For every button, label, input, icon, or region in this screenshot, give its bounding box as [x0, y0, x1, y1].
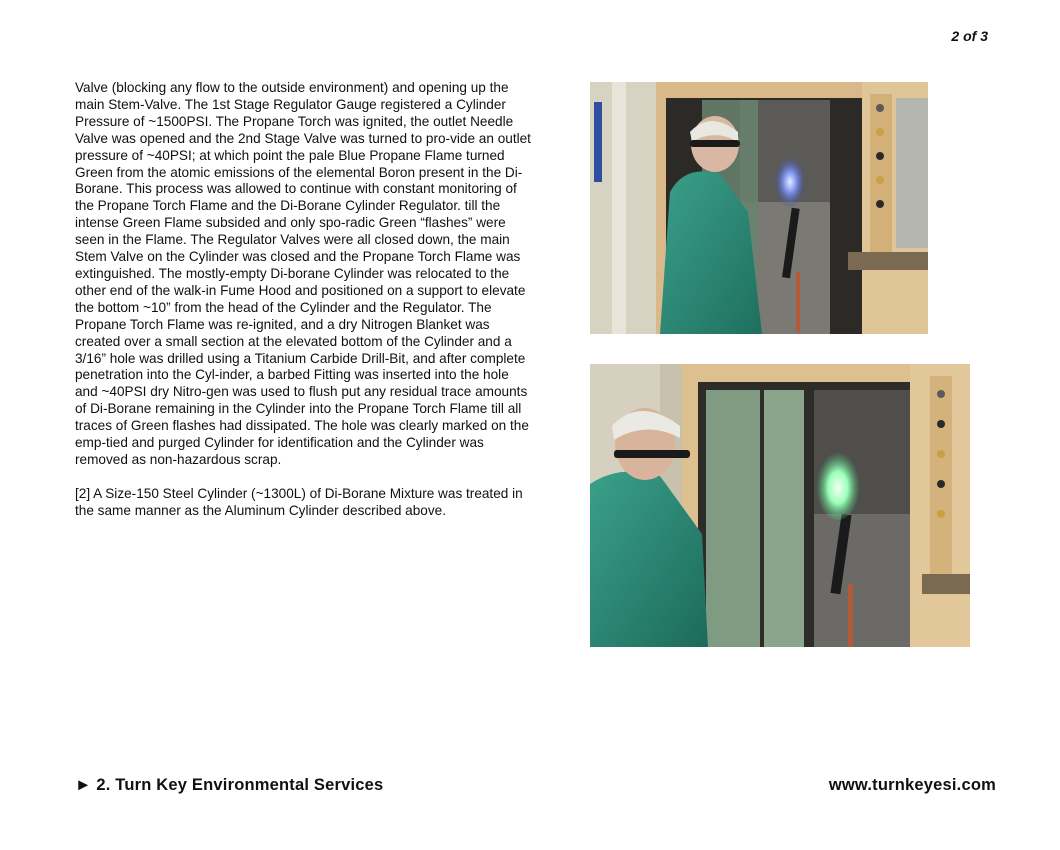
paragraph-procedure: Valve (blocking any flow to the outside environment) and opening up the main Stem-Valve. The 1st Stage Regulator Gauge registered a Cylinder Pressure of ~1500PSI. The Propane Torch was ignited, the outlet Needle Valve was opened and the 2nd Stage Valve was turned to pro-vide an outlet pressure of ~40PSI; at which point the pale Blue Propane Flame turned Green from the atomic emissions of the elemental Boron present in the Di-Borane. This process was allowed to continue with constant monitoring of the Propane Torch Flame and the Di-Borane Cylinder Regulator. till the intense Green Flame subsided and only spo-radic Green “flashes” were seen in the Flame. The Regulator Valves were all closed down, the main Stem Valve on the Cylinder was closed and the Propane Torch Flame was extinguished. The mostly-empty Di-borane Cylinder was relocated to the other end of the walk-in Fume Hood and positioned on a support to elevate the bottom ~10” from the head of the Cylinder and the Regulator. The Propane Torch Flame was re-ignited, and a dry Nitrogen Blanket was created over a small section at the elevated bottom of the Cylinder and a 3/16” hole was drilled using a Titanium Carbide Drill-Bit, and after complete penetration into the Cyl-inder, a barbed Fitting was inserted into the hole and ~40PSI dry Nitro-gen was used to flush put any residual trace amounts of Di-Borane remaining in the Cylinder into the Propane Torch Flame till all traces of Green flashes had dissipated. The hole was clearly marked on the emp-tied and purged Cylinder for identification and the Cylinder was removed as non-hazardous scrap.	[75, 80, 531, 467]
photo-green-flame-image	[590, 364, 970, 647]
footer-website[interactable]: www.turnkeyesi.com	[828, 776, 996, 794]
body-text	[75, 80, 535, 537]
photo-green-flame	[590, 364, 970, 647]
photo-blue-flame	[590, 82, 928, 334]
page-number: 2 of 3	[951, 28, 988, 44]
photo-blue-flame-image	[590, 82, 928, 334]
paragraph-steel-cylinder: [2] A Size-150 Steel Cylinder (~1300L) of Di-Borane Mixture was treated in the same manner as the Aluminum Cylinder described above.	[75, 485, 523, 518]
footer-company-name: ► 2. Turn Key Environmental Services	[75, 776, 384, 794]
